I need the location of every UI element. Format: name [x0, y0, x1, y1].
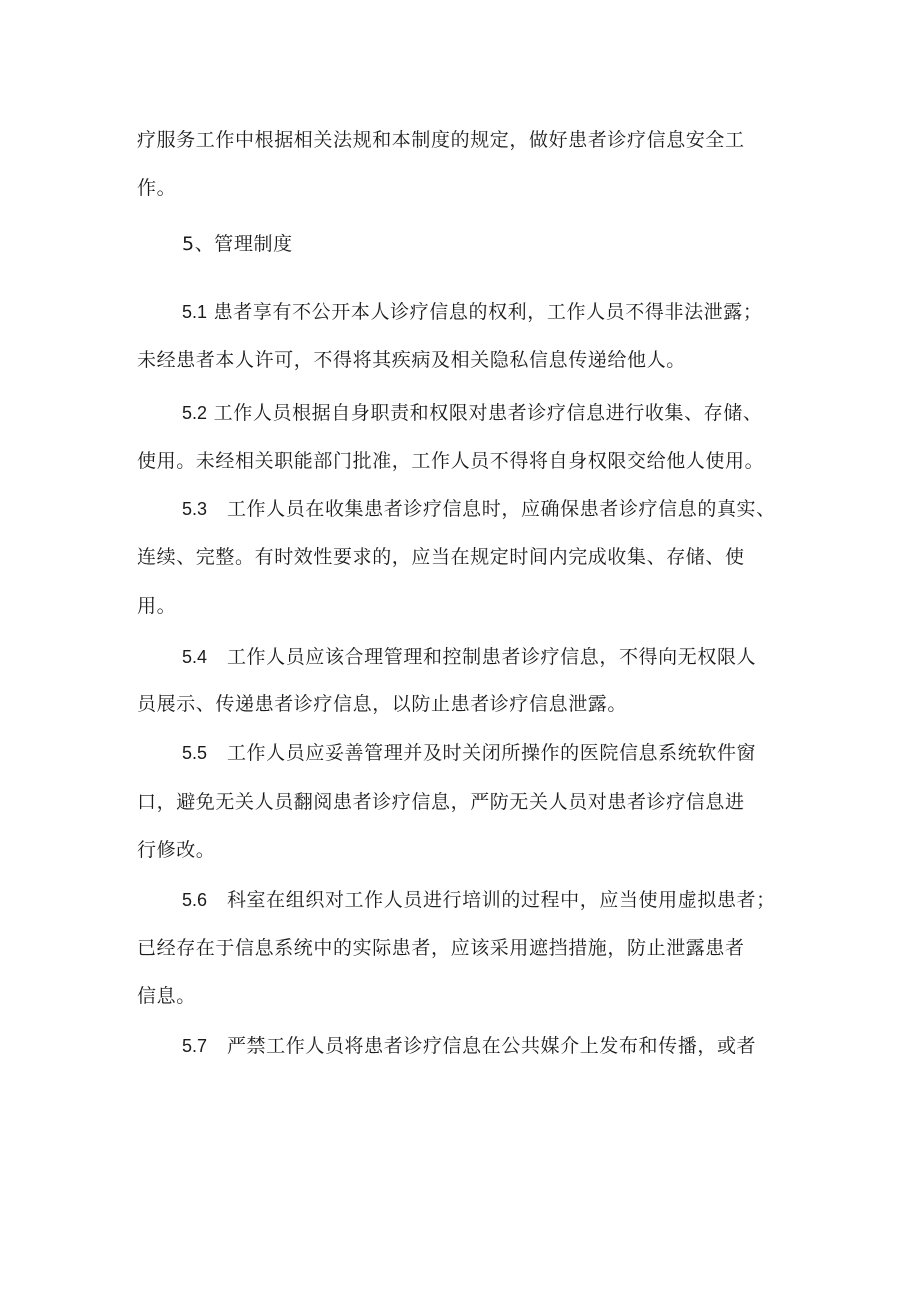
paragraph-5-7-line-1 — [182, 1034, 756, 1058]
section-heading: 5、管理制度 — [182, 233, 293, 255]
paragraph-5-3-line-2: 连续、完整。有时效性要求的，应当在规定时间内完成收集、存储、使 — [137, 546, 745, 568]
paragraph-5-5-line-3: 行修改。 — [137, 839, 216, 861]
paragraph-text: 工作人员在收集患者诊疗信息时，应确保患者诊疗信息的真实、 — [226, 498, 776, 520]
paragraph-number: 5.3 — [182, 499, 208, 519]
paragraph-text: 工作人员根据自身职责和权限对患者诊疗信息进行收集、存储、 — [213, 402, 763, 424]
intro-line-2: 作。 — [137, 177, 177, 199]
paragraph-5-6-line-3: 信息。 — [137, 985, 196, 1007]
paragraph-5-5-line-1 — [182, 741, 756, 765]
paragraph-text: 严禁工作人员将患者诊疗信息在公共媒介上发布和传播，或者 — [226, 1035, 757, 1057]
paragraph-5-2-line-1 — [182, 401, 762, 425]
paragraph-5-2-line-2: 使用。未经相关职能部门批准，工作人员不得将自身权限交给他人使用。 — [137, 450, 765, 472]
paragraph-5-1-line-2: 未经患者本人许可，不得将其疾病及相关隐私信息传递给他人。 — [137, 349, 686, 371]
paragraph-5-4-line-2: 员展示、传递患者诊疗信息，以防止患者诊疗信息泄露。 — [137, 693, 628, 715]
paragraph-5-6-line-2: 已经存在于信息系统中的实际患者，应该采用遮挡措施，防止泄露患者 — [137, 937, 745, 959]
paragraph-5-1-line-1 — [182, 300, 762, 324]
paragraph-5-5-line-2: 口，避免无关人员翻阅患者诊疗信息，严防无关人员对患者诊疗信息进 — [137, 791, 745, 813]
paragraph-number: 5.6 — [182, 890, 208, 910]
paragraph-number: 5.7 — [182, 1036, 208, 1056]
intro-line-1: 疗服务工作中根据相关法规和本制度的规定，做好患者诊疗信息安全工 — [137, 129, 745, 151]
paragraph-text: 患者享有不公开本人诊疗信息的权利，工作人员不得非法泄露； — [213, 301, 763, 323]
paragraph-5-4-line-1 — [182, 645, 756, 669]
paragraph-number: 5.4 — [182, 647, 208, 667]
paragraph-text: 工作人员应该合理管理和控制患者诊疗信息，不得向无权限人 — [226, 646, 757, 668]
paragraph-number: 5.5 — [182, 743, 208, 763]
paragraph-5-6-line-1 — [182, 888, 776, 912]
paragraph-number: 5.1 — [182, 302, 208, 322]
paragraph-5-3-line-1 — [182, 497, 776, 521]
paragraph-text: 科室在组织对工作人员进行培训的过程中，应当使用虚拟患者； — [226, 889, 776, 911]
paragraph-text: 工作人员应妥善管理并及时关闭所操作的医院信息系统软件窗 — [226, 742, 757, 764]
paragraph-5-3-line-3: 用。 — [137, 595, 177, 617]
paragraph-number: 5.2 — [182, 403, 208, 423]
